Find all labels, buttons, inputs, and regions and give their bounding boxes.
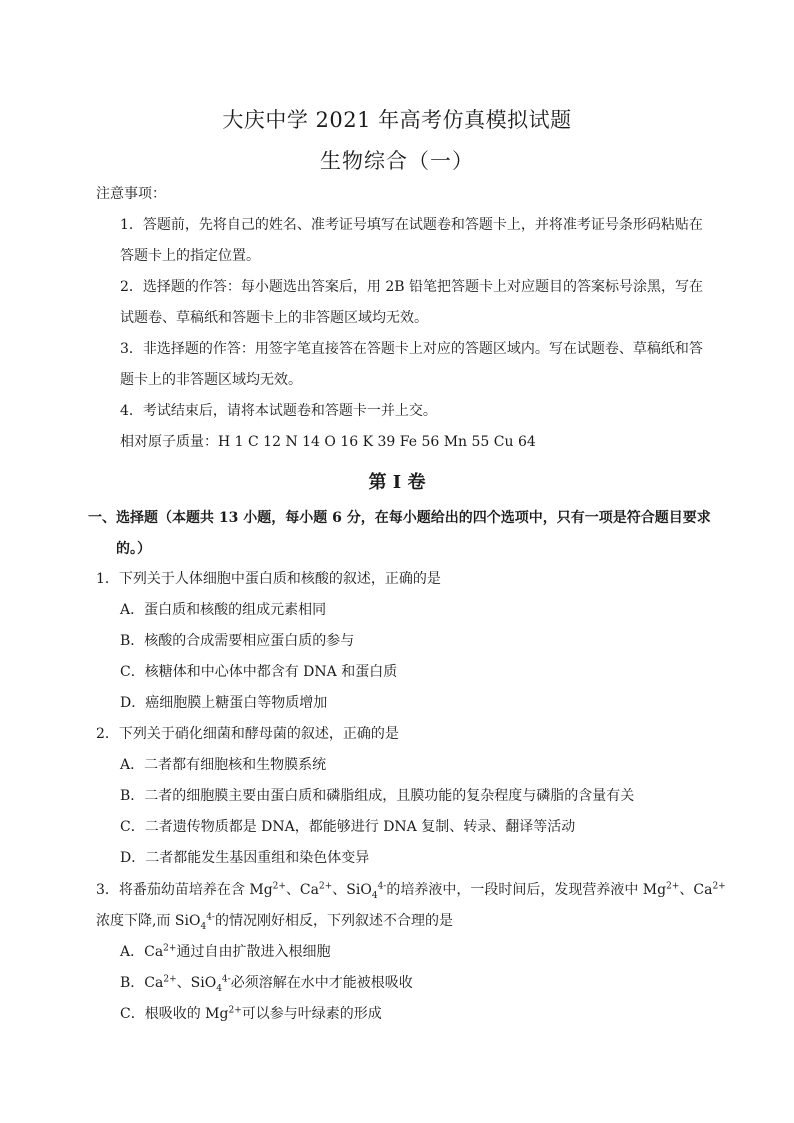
charge-sup: 2+ <box>666 881 680 892</box>
question-2-option-b: B．二者的细胞膜主要由蛋白质和磷脂组成，且膜功能的复杂程度与磷脂的含量有关 <box>120 788 635 804</box>
notice-line: 3．非选择题的作答：用签字笔直接答在答题卡上对应的答题区域内。写在试题卷、草稿纸和答 <box>120 341 703 357</box>
stem-text: 、Ca <box>285 882 319 898</box>
formula-sub: 4 <box>216 983 222 994</box>
question-2-option-a: A．二者都有细胞核和生物膜系统 <box>120 757 327 773</box>
stem-text: 、Ca <box>679 882 713 898</box>
volume-title: 第 I 卷 <box>368 472 426 493</box>
option-text: C．根吸收的 Mg <box>120 1006 229 1022</box>
option-text: A．Ca <box>120 944 164 960</box>
charge-sup: 4- <box>377 881 387 892</box>
stem-text: 、SiO <box>332 882 372 898</box>
formula-sub: 4 <box>371 890 378 901</box>
question-3-option-a <box>120 942 330 962</box>
charge-sup: 2+ <box>228 1005 242 1016</box>
charge-sup: 2+ <box>272 881 286 892</box>
charge-sup: 2+ <box>712 881 726 892</box>
charge-sup: 4- <box>206 912 215 923</box>
notice-heading: 注意事项： <box>96 186 166 202</box>
stem-text: 3．将番茄幼苗培养在含 Mg <box>96 882 273 898</box>
notice-line: 1．答题前，先将自己的姓名、准考证号填写在试题卷和答题卡上，并将准考证号条形码粘贴在 <box>120 217 703 233</box>
option-text: 、SiO <box>176 975 217 991</box>
exam-title: 大庆中学 2021 年高考仿真模拟试题 <box>222 108 572 132</box>
question-3-option-b <box>120 973 413 993</box>
question-1-option-b: B．核酸的合成需要相应蛋白质的参与 <box>120 633 355 649</box>
stem-text: 的情况刚好相反，下列叙述不合理的是 <box>214 913 453 929</box>
section-heading-cont: 的。） <box>116 541 151 557</box>
question-3-option-c <box>120 1004 382 1024</box>
question-3-stem-cont <box>96 911 453 931</box>
option-text: 必须溶解在水中才能被根吸收 <box>230 975 413 991</box>
option-text: 可以参与叶绿素的形成 <box>241 1006 382 1022</box>
question-1-option-c: C．核糖体和中心体中都含有 DNA 和蛋白质 <box>120 664 398 680</box>
question-2-option-d: D．二者都能发生基因重组和染色体变异 <box>120 850 370 866</box>
question-1-option-d: D．癌细胞膜上糖蛋白等物质增加 <box>120 695 328 711</box>
notice-line: 4．考试结束后，请将本试题卷和答题卡一并上交。 <box>120 403 437 419</box>
question-1-option-a: A．蛋白质和核酸的组成元素相同 <box>120 602 327 618</box>
question-1-stem: 1．下列关于人体细胞中蛋白质和核酸的叙述，正确的是 <box>96 571 441 587</box>
notice-line: 答题卡上的指定位置。 <box>120 248 260 264</box>
stem-text: 的培养液中，一段时间后，发现营养液中 Mg <box>386 882 667 898</box>
exam-subtitle: 生物综合（一） <box>320 149 474 173</box>
atomic-mass-line: 相对原子质量：H 1 C 12 N 14 O 16 K 39 Fe 56 Mn 55 Cu 64 <box>120 434 536 450</box>
notice-line: 2．选择题的作答：每小题选出答案后，用 2B 铅笔把答题卡上对应题目的答案标号涂黑，写在 <box>120 279 704 295</box>
charge-sup: 4- <box>221 974 231 985</box>
notice-line: 题卡上的非答题区域均无效。 <box>120 372 302 388</box>
charge-sup: 2+ <box>163 974 177 985</box>
option-text: 通过自由扩散进入根细胞 <box>176 944 331 960</box>
question-3-stem <box>96 880 726 900</box>
section-heading: 一、选择题（本题共 13 小题，每小题 6 分，在每小题给出的四个选项中，只有一项是符合题目要求 <box>88 510 711 526</box>
question-2-option-c: C．二者遗传物质都是 DNA，都能够进行 DNA 复制、转录、翻译等活动 <box>120 819 576 835</box>
option-text: B．Ca <box>120 975 164 991</box>
stem-text: 浓度下降,而 SiO <box>96 913 201 929</box>
formula-sub: 4 <box>200 921 207 932</box>
notice-line: 试题卷、草稿纸和答题卡上的非答题区域均无效。 <box>120 310 428 326</box>
charge-sup: 2+ <box>163 943 177 954</box>
question-2-stem: 2．下列关于硝化细菌和酵母菌的叙述，正确的是 <box>96 726 399 742</box>
charge-sup: 2+ <box>319 881 333 892</box>
